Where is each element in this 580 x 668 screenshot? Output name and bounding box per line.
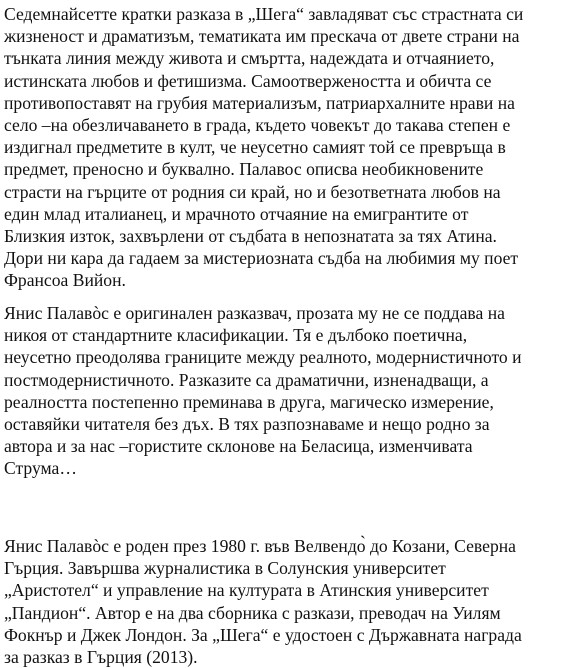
book-description-paragraph: Седемнайсетте кратки разказа в „Шега“ завладяват със страстната си жизненост и драматизъм, тематиката им прескача от двете страни на тънката линия между живота и смъртта, надеждата и отчаянието, истинската любов и фетишизма. Самоотвержеността и обичта се противопоставят на грубия материализъм, патриархалните нрави на село –на обезличаването в града, където човекът до такава степен е издигнал предметите в култ, че неусетно самият той се превръща в предмет, преносно и буквално. Палавос описва необикновените страсти на гърците от родния си край, но и безответната любов на един млад италианец, и мрачното отчаяние на емигрантите от Близкия изток, захвърлени от съдбата в непознатата за тях Атина. Дори ни кара да гадаем за мистериозната съдба на любимия му поет Франсоа Вийон. — [4, 4, 524, 291]
author-bio-paragraph: Янис Палавòс е роден през 1980 г. във Велвендо̀ до Козани, Северна Гърция. Завършва журналистика в Солунския университет „Аристотел“ и управление на културата в Атинския университет „Пандион“. Автор е на два сборника с разкази, преводач на Уилям Фокнър и Джек Лондон. За „Шега“ е удостоен с Държавната награда за разказ в Гърция (2013). — [4, 536, 522, 668]
author-style-paragraph: Янис Палавòс е оригинален разказвач, прозата му не се поддава на никоя от стандартните класификации. Тя е дълбоко поетична, неусетно преодолява границите между реалното, модернистичното и постмодернистичното. Разказите са драматични, изненадващи, а реалността постепенно преминава в друга, магическо измерение, oставяйки читателя без дъх. В тях разпознаваме и нещо родно за автора и за нас –гористите склонове на Беласица, изменчивата Струма… — [4, 303, 522, 479]
